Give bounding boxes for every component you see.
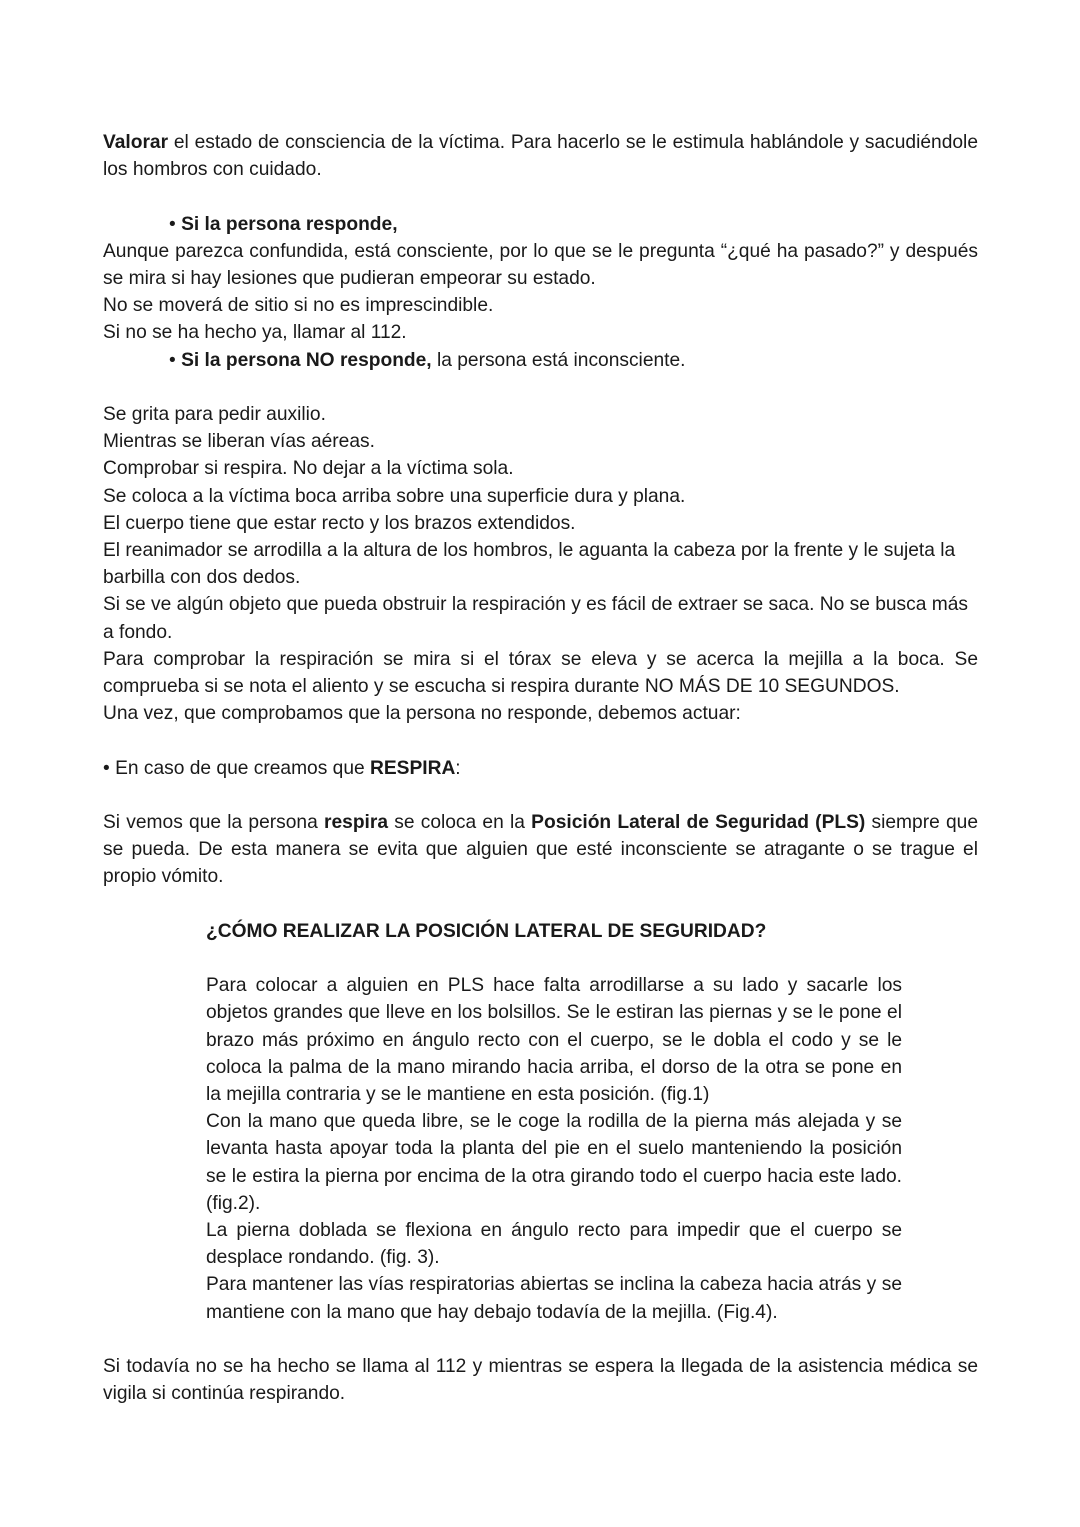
- responde-line: Si no se ha hecho ya, llamar al 112.: [103, 322, 407, 344]
- responde-heading: [103, 211, 978, 238]
- no-responde-line: [103, 347, 978, 374]
- intro-paragraph: [103, 129, 978, 183]
- step-line: Comprobar si respira. No dejar a la víctima sola.: [103, 458, 514, 480]
- respira-bold-1: respira: [324, 812, 389, 834]
- pls-section: [206, 972, 902, 1326]
- step-line: Una vez, que comprobamos que la persona no responde, debemos actuar:: [103, 703, 741, 725]
- bullet-icon: •: [103, 757, 116, 779]
- respira-bold-2: Posición Lateral de Seguridad (PLS): [531, 812, 866, 834]
- step-line: Si se ve algún objeto que pueda obstruir la respiración y es fácil de extraer se saca. No se busca más a fondo.: [103, 594, 968, 643]
- respira-text-1: Si vemos que la persona: [103, 812, 325, 834]
- pls-paragraph: Con la mano que queda libre, se le coge la rodilla de la pierna más alejada y se levanta hasta apoyar toda la planta del pie en el suelo manteniendo la posición se le estira la pierna por encima de la otra girando todo el cuerpo hacia este lado. (fig.2).: [206, 1111, 902, 1214]
- pls-title: ¿CÓMO REALIZAR LA POSICIÓN LATERAL DE SEGURIDAD?: [206, 920, 767, 942]
- respira-bullet-text: En caso de que creamos que: [115, 757, 370, 779]
- respira-bullet-tail: :: [455, 757, 461, 779]
- step-line: Se coloca a la víctima boca arriba sobre una superficie dura y plana.: [103, 485, 686, 507]
- responde-title: Si la persona responde,: [181, 213, 398, 235]
- pls-paragraph: La pierna doblada se flexiona en ángulo recto para impedir que el cuerpo se desplace rondando. (fig. 3).: [206, 1220, 902, 1269]
- pls-paragraph: Para colocar a alguien en PLS hace falta arrodillarse a su lado y sacarle los objetos grandes que lleve en los bolsillos. Se le estiran las piernas y se le pone el brazo más próximo en ángulo recto con el cuerpo, se le dobla el codo y se le coloca la palma de la mano mirando hacia arriba, el dorso de la otra se pone en la mejilla contraria y se le mantiene en esta posición. (fig.1): [206, 975, 902, 1106]
- intro-bold: Valorar: [103, 132, 169, 153]
- bullet-icon: •: [169, 213, 182, 235]
- step-line: El reanimador se arrodilla a la altura de los hombros, le aguanta la cabeza por la frente y le sujeta la barbilla con dos dedos.: [103, 540, 956, 589]
- respira-paragraph: [103, 809, 978, 891]
- responde-line: No se moverá de sitio si no es imprescindible.: [103, 295, 494, 317]
- no-responde-bold: Si la persona NO responde,: [181, 349, 432, 371]
- bullet-icon: •: [169, 349, 182, 371]
- step-line: Mientras se liberan vías aéreas.: [103, 431, 375, 453]
- intro-text: el estado de consciencia de la víctima. Para hacerlo se le estimula hablándole y sacudiéndole los hombros con cuidado.: [103, 132, 978, 181]
- closing-paragraph: Si todavía no se ha hecho se llama al 112 y mientras se espera la llegada de la asistencia médica se vigila si continúa respirando.: [103, 1356, 978, 1405]
- respira-text-3: siempre que se pueda. De esta manera se evita que alguien que esté inconsciente se atragante o se trague el propio vómito.: [103, 812, 978, 888]
- step-line: Se grita para pedir auxilio.: [103, 404, 326, 425]
- step-line: Para comprobar la respiración se mira si el tórax se eleva y se acerca la mejilla a la boca. Se comprueba si se nota el aliento y se escucha si respira durante NO MÁS DE 10 SEGUNDOS.: [103, 648, 978, 698]
- responde-line: Aunque parezca confundida, está consciente, por lo que se le pregunta “¿qué ha pasado?” y después se mira si hay lesiones que pudieran empeorar su estado.: [103, 240, 978, 289]
- respira-bullet-bold: RESPIRA: [370, 757, 456, 779]
- respira-text-2: se coloca en la: [388, 812, 532, 834]
- respira-bullet-line: [103, 755, 978, 782]
- document-page: [103, 129, 978, 1407]
- step-line: El cuerpo tiene que estar recto y los brazos extendidos.: [103, 512, 576, 534]
- pls-paragraph: Para mantener las vías respiratorias abiertas se inclina la cabeza hacia atrás y se mantiene con la mano que hay debajo todavía de la mejilla. (Fig.4).: [206, 1274, 902, 1323]
- no-responde-text: la persona está inconsciente.: [431, 349, 686, 371]
